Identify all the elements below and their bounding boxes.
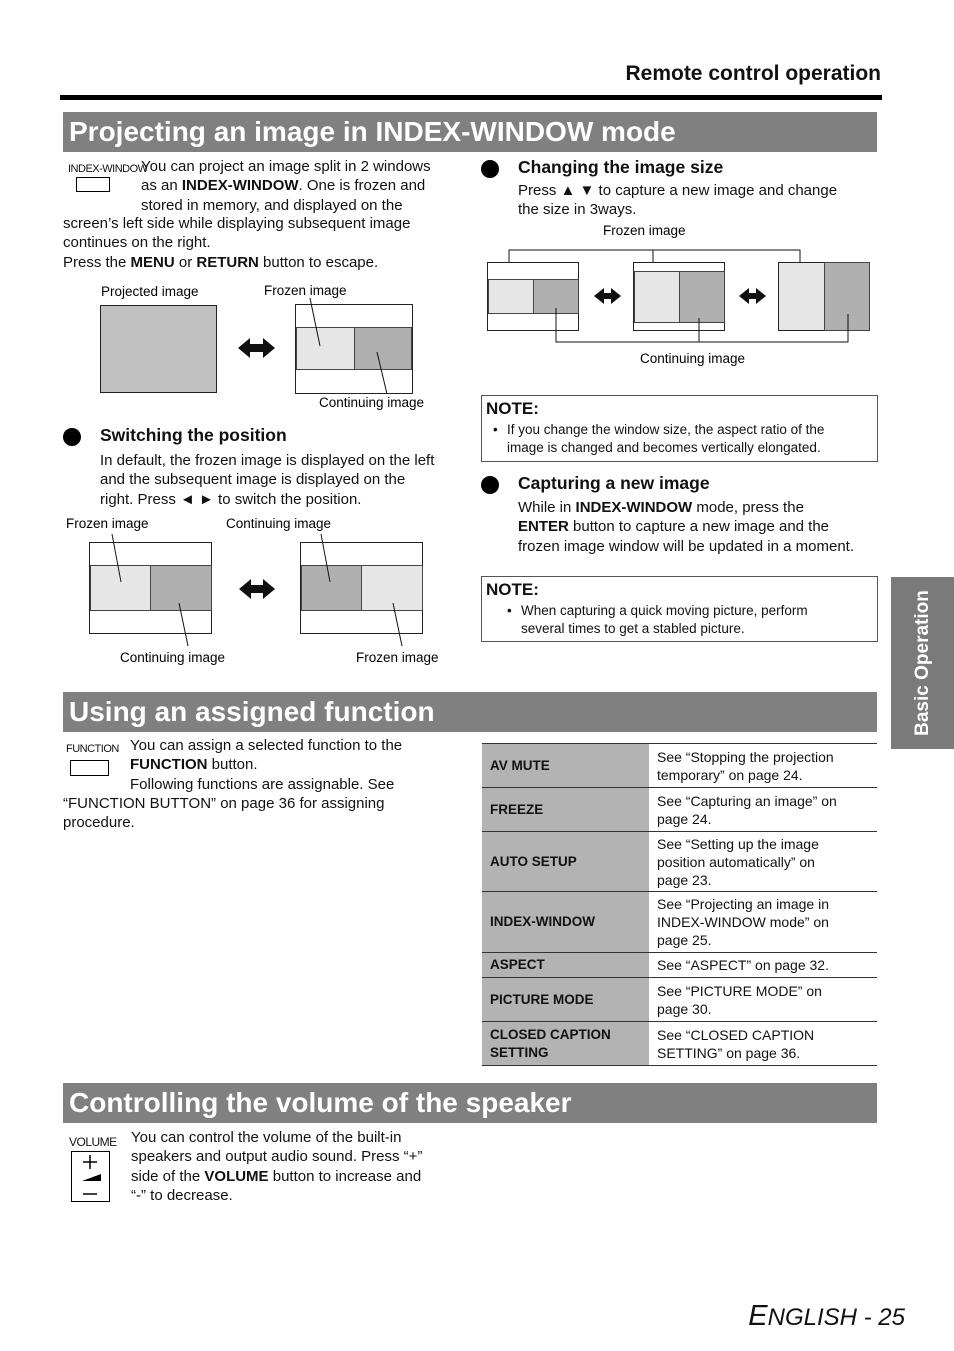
function-name: ASPECT (482, 953, 649, 978)
note-box (481, 576, 878, 642)
table-row (482, 978, 877, 1022)
frozen-window-left (91, 566, 151, 611)
table-row (482, 744, 877, 788)
function-name: INDEX-WINDOW (482, 892, 649, 953)
double-arrow-icon (238, 338, 275, 358)
note-text: • If you change the window size, the aspect ratio of the image is changed and becomes vertically elongated. (493, 422, 825, 455)
index-window-intro: You can project an image split in 2 windows as an INDEX-WINDOW. One is frozen and stored in memory, and displayed on the (141, 158, 431, 214)
header-rule (60, 95, 882, 100)
switching-text: In default, the frozen image is displayed on the left and the subsequent image is displayed on the right. Press ◄ ► to switch the position. (100, 452, 435, 508)
function-description: See “Capturing an image” on page 24. (649, 788, 877, 832)
function-button-icon (70, 760, 109, 776)
volume-text: You can control the volume of the built-in speakers and output audio sound. Press “+” side of the VOLUME button to increase and “-” to decrease. (131, 1129, 423, 1204)
page-footer: ENGLISH - 25 (748, 1300, 905, 1332)
index-window-button-icon (76, 177, 110, 192)
label-frozen-image: Frozen image (603, 223, 686, 238)
size-figure (480, 220, 880, 370)
label-continuing-image: Continuing image (226, 516, 332, 531)
bullet-icon (481, 476, 499, 494)
index-window-figure (60, 280, 460, 415)
capture-text: While in INDEX-WINDOW mode, press the ENTER button to capture a new image and the frozen image window will be updated in a moment. (518, 499, 855, 555)
index-window-intro-cont: screen’s left side while displaying subsequent image continues on the right. Press the MENU or RETURN button to escape. (63, 215, 411, 271)
label-projected-image: Projected image (101, 284, 199, 299)
continuing-window-left (302, 566, 362, 611)
function-description: See “PICTURE MODE” on page 30. (649, 978, 877, 1022)
section-title-index-window: Projecting an image in INDEX-WINDOW mode (63, 112, 877, 152)
bullet-icon (481, 160, 499, 178)
size-title: Changing the image size (518, 157, 724, 177)
function-name: AV MUTE (482, 744, 649, 788)
label-frozen-image: Frozen image (356, 650, 439, 665)
side-tab-label: Basic Operation (911, 590, 933, 736)
index-window-button-label: INDEX-WINDOW (68, 163, 148, 175)
label-continuing-image: Continuing image (640, 351, 746, 366)
section-title-assigned-function: Using an assigned function (63, 692, 877, 732)
switching-title: Switching the position (100, 425, 287, 445)
volume-button-label: VOLUME (69, 1135, 117, 1149)
note-title: NOTE: (486, 399, 539, 418)
function-name: CLOSED CAPTION SETTING (482, 1022, 649, 1066)
table-row (482, 1022, 877, 1066)
function-description: See “CLOSED CAPTION SETTING” on page 36. (649, 1022, 877, 1066)
double-arrow-icon (739, 288, 766, 304)
label-continuing-image: Continuing image (120, 650, 226, 665)
continuing-window-right (151, 566, 212, 611)
function-description: See “ASPECT” on page 32. (649, 953, 877, 978)
double-arrow-icon (239, 579, 275, 599)
function-name: FREEZE (482, 788, 649, 832)
bullet-icon (63, 428, 81, 446)
assigned-intro: You can assign a selected function to the FUNCTION button. Following functions are assignable. See (130, 737, 403, 793)
table-row (482, 953, 877, 978)
note-text: • When capturing a quick moving picture, perform several times to get a stabled picture. (507, 603, 808, 636)
function-button-label: FUNCTION (66, 743, 119, 755)
side-tab (891, 577, 954, 749)
frozen-window (297, 328, 355, 370)
function-name: PICTURE MODE (482, 978, 649, 1022)
volume-button-icon (70, 1150, 112, 1204)
table-row (482, 832, 877, 892)
table-row (482, 788, 877, 832)
label-continuing-image: Continuing image (319, 395, 425, 410)
function-name: AUTO SETUP (482, 832, 649, 892)
capture-title: Capturing a new image (518, 473, 710, 493)
section-title-volume: Controlling the volume of the speaker (63, 1083, 877, 1123)
table-row (482, 892, 877, 953)
projected-image-box (101, 306, 217, 393)
section-header: Remote control operation (625, 62, 881, 85)
label-frozen-image: Frozen image (66, 516, 149, 531)
function-description: See “Setting up the image position automatically” on page 23. (649, 832, 877, 892)
size-text: Press ▲ ▼ to capture a new image and change the size in 3ways. (518, 182, 838, 219)
double-arrow-icon (594, 288, 621, 304)
note-box (481, 395, 878, 462)
assigned-intro-cont: “FUNCTION BUTTON” on page 36 for assigning procedure. (63, 795, 385, 832)
function-description: See “Projecting an image in INDEX-WINDOW mode” on page 25. (649, 892, 877, 953)
frozen-window-right (362, 566, 423, 611)
label-frozen-image: Frozen image (264, 283, 347, 298)
function-description: See “Stopping the projection temporary” on page 24. (649, 744, 877, 788)
function-table (482, 743, 877, 1066)
continuing-window (355, 328, 412, 370)
switching-figure (60, 512, 460, 672)
note-title: NOTE: (486, 580, 539, 599)
